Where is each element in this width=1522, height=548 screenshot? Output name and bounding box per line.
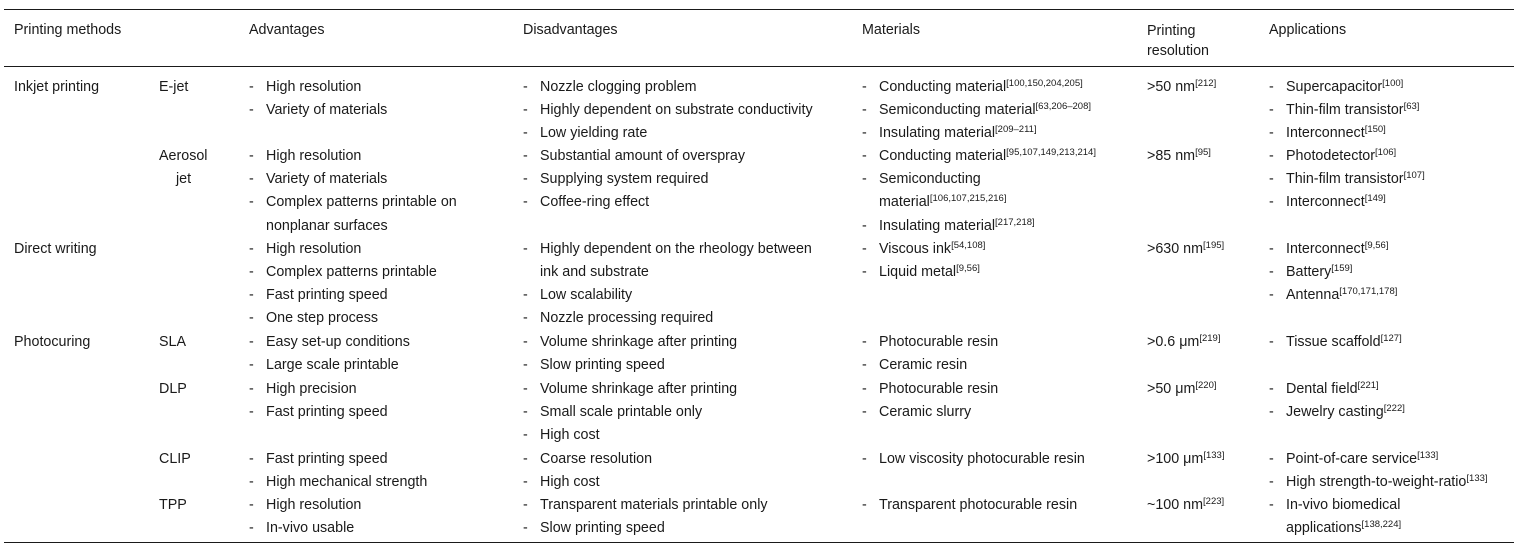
clip-applications-text: Point-of-care service[133] [1286,450,1439,467]
top-rule [4,9,1514,10]
bullet-dash: - [1269,403,1274,420]
dlp-materials-text: Photocurable resin [879,380,999,397]
reference-citation: [159] [1331,263,1353,275]
bullet-dash: - [249,357,254,374]
method-inkjet-printing: Inkjet printing [14,79,100,95]
bullet-dash: - [249,79,254,95]
header-materials: Materials [862,22,920,38]
ejet-advantages-text: Variety of materials [266,102,388,119]
bullet-dash: - [862,264,867,281]
bullet-dash: - [862,102,867,119]
sla-advantages-text: Large scale printable [266,357,399,374]
tpp-disadvantages-text: Transparent materials printable only [540,497,768,513]
reference-citation: [127] [1380,333,1402,344]
bullet-dash: - [523,520,528,537]
ejet-materials-text: Conducting material[100,150,204,205] [879,78,1083,95]
reference-citation: [63] [1403,101,1420,113]
reference-citation: [223] [1203,496,1225,507]
reference-citation: [133] [1203,450,1225,461]
dlp-disadvantages-text: High cost [540,426,600,443]
bullet-dash: - [523,241,528,257]
tpp-disadvantages-text: Slow printing speed [540,520,665,537]
direct-disadvantages-text: ink and substrate [540,264,649,281]
header-advantages: Advantages [249,22,325,38]
sla-resolution: >0.6 μm[219] [1147,333,1221,350]
sla-disadvantages-text: Volume shrinkage after printing [540,334,738,350]
ejet-applications-text: Supercapacitor[100] [1286,78,1404,95]
bullet-dash: - [1269,474,1274,491]
reference-citation: [9,56] [956,263,980,275]
reference-citation: [100] [1382,78,1404,89]
tpp-resolution: ~100 nm[223] [1147,496,1225,513]
aerosol-disadvantages-text: Coffee-ring effect [540,194,650,211]
reference-citation: [9,56] [1364,240,1389,251]
clip-disadvantages-text: High cost [540,474,600,491]
reference-citation: [106] [1375,147,1397,159]
dlp-disadvantages-text: Small scale printable only [540,403,703,420]
aerosol-materials-text: Insulating material[217,218] [879,216,1035,234]
ejet-applications-text: Interconnect[150] [1286,124,1386,142]
bullet-dash: - [249,497,254,513]
bullet-dash: - [523,125,528,142]
reference-citation: [133] [1417,450,1439,461]
sla-materials-text: Ceramic resin [879,357,968,374]
reference-citation: [100,150,204,205] [1006,78,1083,89]
bullet-dash: - [1269,148,1274,165]
ejet-materials-text: Insulating material[209–211] [879,124,1037,142]
reference-citation: [212] [1195,78,1217,89]
reference-citation: [107] [1403,170,1425,182]
submethod-aerosol-jet-line2: jet [176,171,192,188]
bullet-dash: - [1269,380,1274,397]
clip-advantages-text: Fast printing speed [266,451,388,467]
aerosol-disadvantages-text: Substantial amount of overspray [540,148,746,165]
reference-citation: [149] [1364,193,1386,205]
dlp-advantages-text: Fast printing speed [266,403,388,420]
tpp-applications-text: In-vivo biomedical [1286,497,1401,513]
bullet-dash: - [249,403,254,420]
bullet-dash: - [1269,125,1274,142]
reference-citation: [209–211] [995,124,1037,136]
bullet-dash: - [523,380,528,397]
direct-resolution: >630 nm[195] [1147,240,1225,257]
aerosol-materials-text: material[106,107,215,216] [879,193,1007,211]
header-rule [4,66,1514,67]
bullet-dash: - [862,334,867,350]
method-direct-writing: Direct writing [14,241,97,257]
bullet-dash: - [862,403,867,420]
reference-citation: [106,107,215,216] [929,193,1007,205]
sla-advantages-text: Easy set-up conditions [266,334,410,350]
dlp-disadvantages-text: Volume shrinkage after printing [540,380,738,397]
header-disadvantages: Disadvantages [523,22,618,38]
aerosol-applications-text: Thin-film transistor[107] [1286,170,1425,188]
clip-resolution: >100 μm[133] [1147,450,1225,467]
aerosol-advantages-text: Complex patterns printable on [266,194,457,211]
ejet-resolution: >50 nm[212] [1147,78,1217,95]
reference-citation: [195] [1203,240,1225,251]
direct-advantages-text: Complex patterns printable [266,264,437,281]
tpp-materials-text: Transparent photocurable resin [879,497,1078,513]
bullet-dash: - [249,334,254,350]
bullet-dash: - [523,497,528,513]
aerosol-advantages-text: Variety of materials [266,171,388,188]
ejet-applications-text: Thin-film transistor[63] [1286,101,1420,119]
direct-applications-text: Battery[159] [1286,263,1353,281]
aerosol-resolution: >85 nm[95] [1147,147,1211,165]
reference-citation: [222] [1383,402,1405,414]
bullet-dash: - [1269,264,1274,281]
bullet-dash: - [523,403,528,420]
bullet-dash: - [523,148,528,165]
bullet-dash: - [249,287,254,304]
submethod-dlp: DLP [159,380,187,397]
ejet-materials-text: Semiconducting material[63,206–208] [879,101,1092,119]
tpp-advantages-text: High resolution [266,497,362,513]
header-printing-resolution-line2: resolution [1147,43,1209,59]
method-photocuring: Photocuring [14,334,91,350]
direct-advantages-text: One step process [266,310,379,327]
header-applications: Applications [1269,22,1347,38]
submethod-sla: SLA [159,334,187,350]
header-printing-methods: Printing methods [14,22,122,38]
direct-applications-text: Antenna[170,171,178] [1286,286,1398,304]
aerosol-advantages-text: nonplanar surfaces [266,217,388,234]
dlp-advantages-text: High precision [266,380,357,397]
direct-disadvantages-text: Highly dependent on the rheology between [540,241,812,257]
reference-citation: [133] [1466,473,1488,485]
bullet-dash: - [862,79,867,95]
bullet-dash: - [523,357,528,374]
direct-disadvantages-text: Low scalability [540,287,633,304]
bullet-dash: - [862,148,867,165]
dlp-materials-text: Ceramic slurry [879,403,972,420]
bullet-dash: - [523,287,528,304]
direct-materials-text: Viscous ink[54,108] [879,240,986,257]
sla-applications-text: Tissue scaffold[127] [1286,333,1402,350]
bullet-dash: - [523,451,528,467]
header-printing-resolution-line1: Printing [1147,23,1196,39]
aerosol-disadvantages-text: Supplying system required [540,171,709,188]
ejet-advantages-text: High resolution [266,79,362,95]
reference-citation: [63,206–208] [1035,101,1092,113]
reference-citation: [138,224] [1361,519,1402,531]
bullet-dash: - [523,334,528,350]
bullet-dash: - [1269,287,1274,304]
ejet-disadvantages-text: Low yielding rate [540,125,648,142]
bullet-dash: - [862,125,867,142]
bullet-dash: - [523,79,528,95]
sla-disadvantages-text: Slow printing speed [540,357,665,374]
submethod-aerosol-jet: Aerosol [159,148,208,165]
bullet-dash: - [1269,79,1274,95]
bullet-dash: - [249,148,254,165]
bullet-dash: - [249,171,254,188]
reference-citation: [170,171,178] [1339,286,1398,298]
dlp-applications-text: Dental field[221] [1286,379,1379,397]
reference-citation: [95] [1195,147,1211,159]
submethod-tpp: TPP [159,497,187,513]
bullet-dash: - [1269,451,1274,467]
reference-citation: [217,218] [995,216,1035,228]
aerosol-advantages-text: High resolution [266,148,362,165]
direct-applications-text: Interconnect[9,56] [1286,240,1389,257]
ejet-disadvantages-text: Nozzle clogging problem [540,79,697,95]
bullet-dash: - [249,194,254,211]
bullet-dash: - [249,310,254,327]
bullet-dash: - [249,241,254,257]
bullet-dash: - [249,264,254,281]
aerosol-materials-text: Semiconducting [879,171,981,188]
bullet-dash: - [862,171,867,188]
bullet-dash: - [862,357,867,374]
bullet-dash: - [862,217,867,234]
bullet-dash: - [249,102,254,119]
bullet-dash: - [862,497,867,513]
bottom-rule [4,542,1514,543]
reference-citation: [221] [1357,379,1379,391]
reference-citation: [220] [1195,379,1217,391]
submethod-e-jet: E-jet [159,79,189,95]
reference-citation: [54,108] [951,240,986,251]
reference-citation: [150] [1364,124,1386,136]
bullet-dash: - [862,451,867,467]
ejet-disadvantages-text: Highly dependent on substrate conductivity [540,102,813,119]
aerosol-materials-text: Conducting material[95,107,149,213,214] [879,147,1096,165]
dlp-applications-text: Jewelry casting[222] [1286,402,1405,420]
bullet-dash: - [523,474,528,491]
bullet-dash: - [523,310,528,327]
bullet-dash: - [1269,334,1274,350]
clip-advantages-text: High mechanical strength [266,474,428,491]
bullet-dash: - [249,520,254,537]
clip-applications-text: High strength-to-weight-ratio[133] [1286,473,1488,491]
submethod-clip: CLIP [159,451,191,467]
bullet-dash: - [249,451,254,467]
direct-advantages-text: Fast printing speed [266,287,388,304]
bullet-dash: - [1269,102,1274,119]
reference-citation: [219] [1199,333,1221,344]
bullet-dash: - [523,102,528,119]
direct-materials-text: Liquid metal[9,56] [879,263,980,281]
clip-materials-text: Low viscosity photocurable resin [879,451,1085,467]
bullet-dash: - [1269,497,1274,513]
dlp-resolution: >50 μm[220] [1147,379,1217,397]
direct-advantages-text: High resolution [266,241,362,257]
bullet-dash: - [1269,241,1274,257]
tpp-advantages-text: In-vivo usable [266,520,355,537]
bullet-dash: - [523,194,528,211]
bullet-dash: - [1269,171,1274,188]
bullet-dash: - [862,380,867,397]
bullet-dash: - [249,380,254,397]
bullet-dash: - [1269,194,1274,211]
aerosol-applications-text: Photodetector[106] [1286,147,1397,165]
reference-citation: [95,107,149,213,214] [1006,147,1096,159]
clip-disadvantages-text: Coarse resolution [540,451,653,467]
bullet-dash: - [862,241,867,257]
direct-disadvantages-text: Nozzle processing required [540,310,714,327]
tpp-applications-text: applications[138,224] [1286,519,1402,537]
bullet-dash: - [249,474,254,491]
bullet-dash: - [523,426,528,443]
bullet-dash: - [523,171,528,188]
sla-materials-text: Photocurable resin [879,334,999,350]
aerosol-applications-text: Interconnect[149] [1286,193,1386,211]
